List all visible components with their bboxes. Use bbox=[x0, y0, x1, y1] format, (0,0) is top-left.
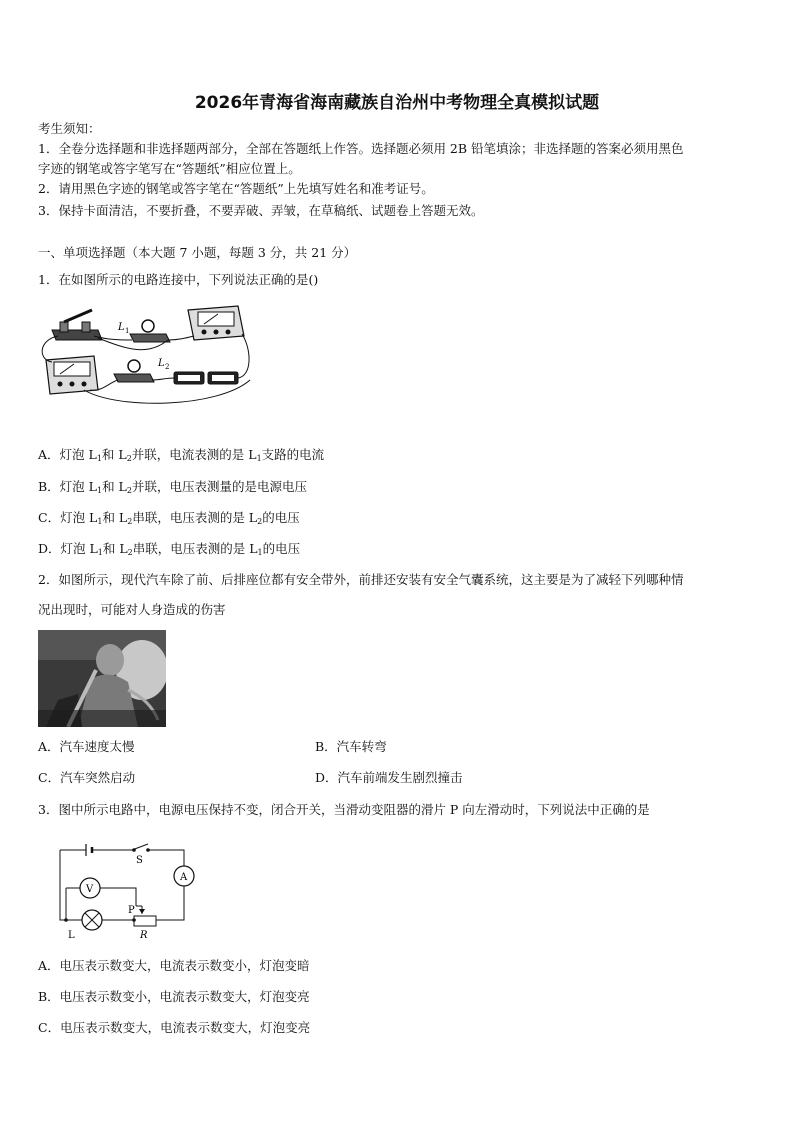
label-v: V bbox=[86, 884, 94, 895]
q3-option-a: A．电压表示数变大，电流表示数变小，灯泡变暗 bbox=[38, 958, 310, 973]
label-s: S bbox=[136, 855, 143, 866]
bulb-l1-icon bbox=[130, 320, 170, 342]
q2-option-d: D．汽车前端发生剧烈撞击 bbox=[315, 770, 463, 785]
label-l2-sub: 2 bbox=[165, 363, 170, 371]
meter-top-icon bbox=[188, 306, 244, 340]
notice-line-3: 2．请用黑色字迹的钢笔或答字笔在“答题纸”上先填写姓名和准考证号。 bbox=[38, 181, 434, 196]
q1-option-c: C．灯泡 $L_1$和 $L_2$串联，电压表测的是 $L_2$的电压 bbox=[38, 510, 300, 526]
section-heading: 一、单项选择题（本大题 7 小题，每题 3 分，共 21 分） bbox=[38, 245, 357, 260]
q2-stem-line2: 况出现时，可能对人身造成的伤害 bbox=[38, 602, 226, 617]
label-r: R bbox=[140, 930, 148, 941]
q1-option-b: B．灯泡 $L_1$和 $L_2$并联，电压表测量的是电源电压 bbox=[38, 479, 307, 495]
label-l1-sub: 1 bbox=[125, 327, 130, 335]
slider-arrow-icon bbox=[139, 909, 145, 914]
page-title: 2026年青海省海南藏族自治州中考物理全真模拟试题 bbox=[194, 93, 600, 113]
label-a: A bbox=[180, 872, 188, 883]
meter-bottom-icon bbox=[46, 356, 98, 394]
q3-option-c: C．电压表示数变大，电流表示数变大，灯泡变亮 bbox=[38, 1020, 311, 1035]
q3-option-b: B．电压表示数变小，电流表示数变大，灯泡变亮 bbox=[38, 989, 310, 1004]
notice-line-1: 1．全卷分选择题和非选择题两部分，全部在答题纸上作答。选择题必须用 2B 铅笔填涂；非选择题的答案必须用黑色 bbox=[38, 141, 684, 156]
airbag-photo bbox=[38, 630, 166, 727]
switch-icon bbox=[52, 310, 102, 340]
label-l1: L bbox=[118, 322, 125, 333]
label-l: L bbox=[68, 930, 75, 941]
notice-line-2: 字迹的钢笔或答字笔写在“答题纸”相应位置上。 bbox=[38, 161, 301, 176]
notice-heading: 考生须知： bbox=[38, 121, 101, 136]
notice-line-4: 3．保持卡面清洁，不要折叠，不要弄破、弄皱，在草稿纸、试题卷上答题无效。 bbox=[38, 203, 484, 218]
q1-option-a: A．灯泡 $L_1$和 $L_2$并联，电流表测的是 $L_1$支路的电流 bbox=[38, 447, 325, 463]
q2-stem-line1: 2．如图所示，现代汽车除了前、后排座位都有安全带外，前排还安装有安全气囊系统，这主要是为了减轻下列哪种情 bbox=[38, 572, 684, 587]
label-p: P bbox=[128, 905, 135, 916]
q1-option-d: D．灯泡 $L_1$和 $L_2$串联，电压表测的是 $L_1$的电压 bbox=[38, 541, 301, 557]
label-l2: L bbox=[158, 358, 165, 369]
q3-circuit-figure bbox=[50, 836, 210, 946]
q3-stem: 3．图中所示电路中，电源电压保持不变，闭合开关，当滑动变阻器的滑片 P 向左滑动时，下列说法中正确的是 bbox=[38, 802, 650, 817]
q2-option-a: A．汽车速度太慢 bbox=[38, 739, 135, 754]
bulb-l2-icon bbox=[114, 360, 154, 382]
battery-icon bbox=[174, 372, 238, 384]
q1-stem: 1．在如图所示的电路连接中，下列说法正确的是() bbox=[38, 272, 319, 287]
q1-circuit-figure bbox=[38, 300, 258, 410]
q2-option-c: C．汽车突然启动 bbox=[38, 770, 136, 785]
q2-option-b: B．汽车转弯 bbox=[315, 739, 387, 754]
lamp-icon bbox=[82, 910, 102, 930]
